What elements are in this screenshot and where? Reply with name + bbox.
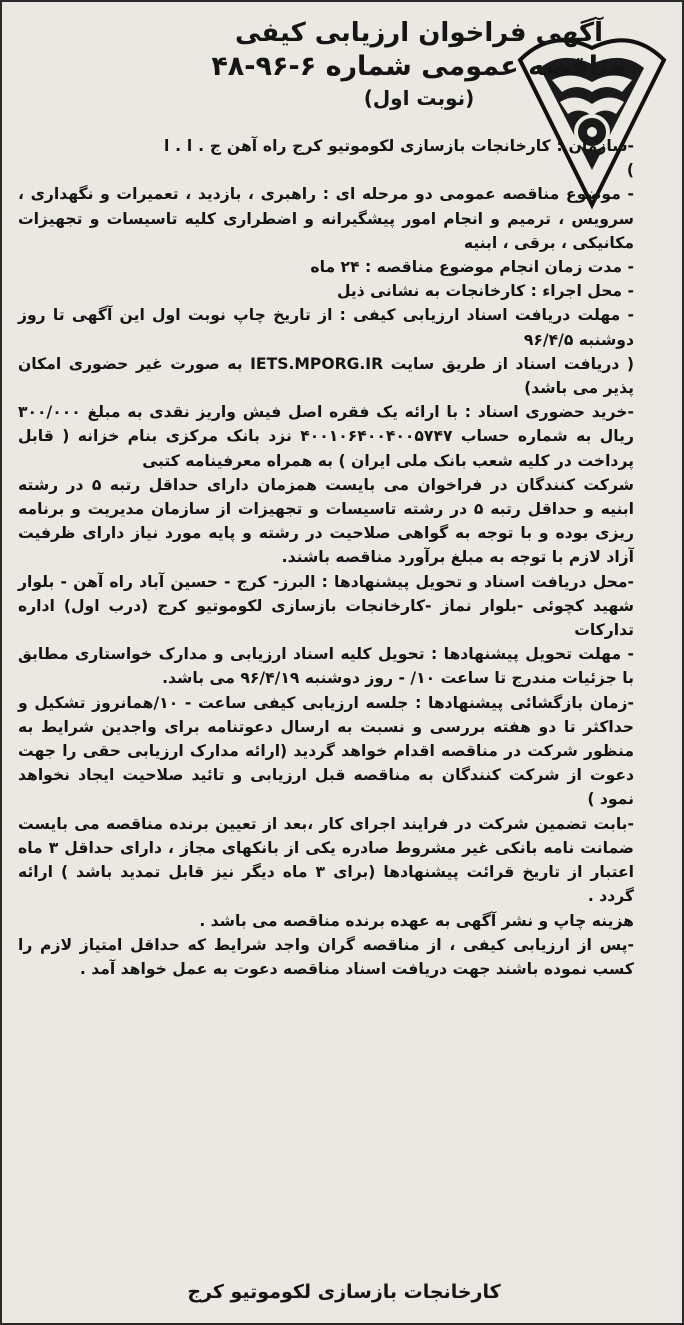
location-paragraph: - محل اجراء : کارخانجات به نشانی ذیل: [336, 282, 634, 301]
notice-title: آگهی فراخوان ارزیابی کیفی: [234, 18, 604, 48]
deadline-paragraph: - مهلت دریافت اسناد ارزیابی کیفی : از تاریخ چاپ نوبت اول این آگهی تا روز دوشنبه ۹۶/۴/۵: [18, 306, 634, 349]
duration-paragraph: - مدت زمان انجام موضوع مناقصه : ۲۴ ماه: [310, 258, 634, 277]
publication-round: (نوبت اول): [363, 86, 475, 110]
org-paragraph: -سازمان : کارخانجات بازسازی لکوموتیو کرج راه آهن ج . ا . ا ): [164, 137, 634, 180]
eligibility-paragraph: شرکت کنندگان در فراخوان می بایست همزمان دارای حداقل رتبه ۵ در رشته ابنیه و حداقل رتبه ۵ در رشته تاسیسات و تجهیزات از سازمان مدیریت و برنامه ریزی بوده و با توجه به گواهی صلاحیت در رشته و پایه مورد نیاز دارای ظرفیت آزاد لازم با توجه به مبلغ برآورد مناقصه باشند.: [18, 475, 635, 567]
address-paragraph: -محل دریافت اسناد و تحویل پیشنهادها : البرز- کرج - حسین آباد راه آهن - بلوار شهید کچوئی -بلوار نماز -کارخانجات بازسازی لکوموتیو کرج (درب اول) اداره تدارکات: [18, 572, 634, 640]
cost-paragraph: هزینه چاپ و نشر آگهی به عهده برنده مناقصه می باشد .: [199, 911, 634, 930]
guarantee-paragraph: -بابت تضمین شرکت در فرایند اجرای کار ،بعد از تعیین برنده مناقصه می بایست ضمانت نامه بانکی غیر مشروط صادره یکی از بانکهای مجاز ، دارای حداقل ۳ ماه اعتبار از تاریخ قرائت پیشنهادها (برای ۳ ماه دیگر نیز قابل تمدید باشد ) ارائه گردد .: [18, 814, 635, 906]
submission-deadline-paragraph: - مهلت تحویل پیشنهادها : تحویل کلیه اسناد ارزیابی و مدارک خواستاری مطابق با جزئیات مندرج تا ساعت ۱۰/ - روز دوشنبه ۹۶/۴/۱۹ می باشد.: [18, 645, 634, 688]
purchase-paragraph: -خرید حضوری اسناد : با ارائه یک فقره اصل فیش واریز نقدی به مبلغ ۳۰۰/۰۰۰ ریال به شماره حساب ۴۰۰۱۰۶۴۰۰۴۰۰۵۷۴۷ نزد بانک مرکزی بنام خزانه ( قابل پرداخت در کلیه شعب بانک ملی ایران ) به همراه معرفینامه کتبی: [18, 403, 634, 470]
opening-paragraph: -زمان بازگشائی پیشنهادها : جلسه ارزیابی کیفی ساعت - ۱۰/همانروز تشکیل و حداکثر تا دو هفته بررسی و نسبت به ارسال دعوتنامه برای واجدین شرایط به منظور شرکت در مناقصه اقدام خواهد گردید (ارائه مدارک ارزیابی حقی را جهت دعوت از شرکت کنندگان به مناقصه قبل ارزیابی و تائید صلاحیت ایجاد نخواهد نمود ): [18, 693, 635, 809]
notice-body: [18, 134, 634, 981]
invitation-paragraph: -پس از ارزیابی کیفی ، از مناقصه گران واجد شرایط که حداقل امتیاز لازم را کسب نموده باشند جهت دریافت اسناد مناقصه دعوت به عمل خواهد آمد .: [18, 935, 634, 978]
online-docs-paragraph: ( دریافت اسناد از طریق سایت IETS.MPORG.IR به صورت غیر حضوری امکان پذیر می باشد): [18, 354, 634, 398]
subject-paragraph: - موضوع مناقصه عمومی دو مرحله ای : راهبری ، بازدید ، تعمیرات و نگهداری ، سرویس ، ترمیم و انجام امور پیشگیرانه و اضطراری کلیه تاسیسات و تجهیزات مکانیکی ، برقی ، ابنیه: [18, 185, 634, 252]
tender-number: مناقصه عمومی شماره ۶-۹۶-۴۸: [211, 51, 627, 82]
signature: کارخانجات بازسازی لکوموتیو کرج: [187, 1281, 501, 1303]
notice-header: [2, 16, 684, 112]
